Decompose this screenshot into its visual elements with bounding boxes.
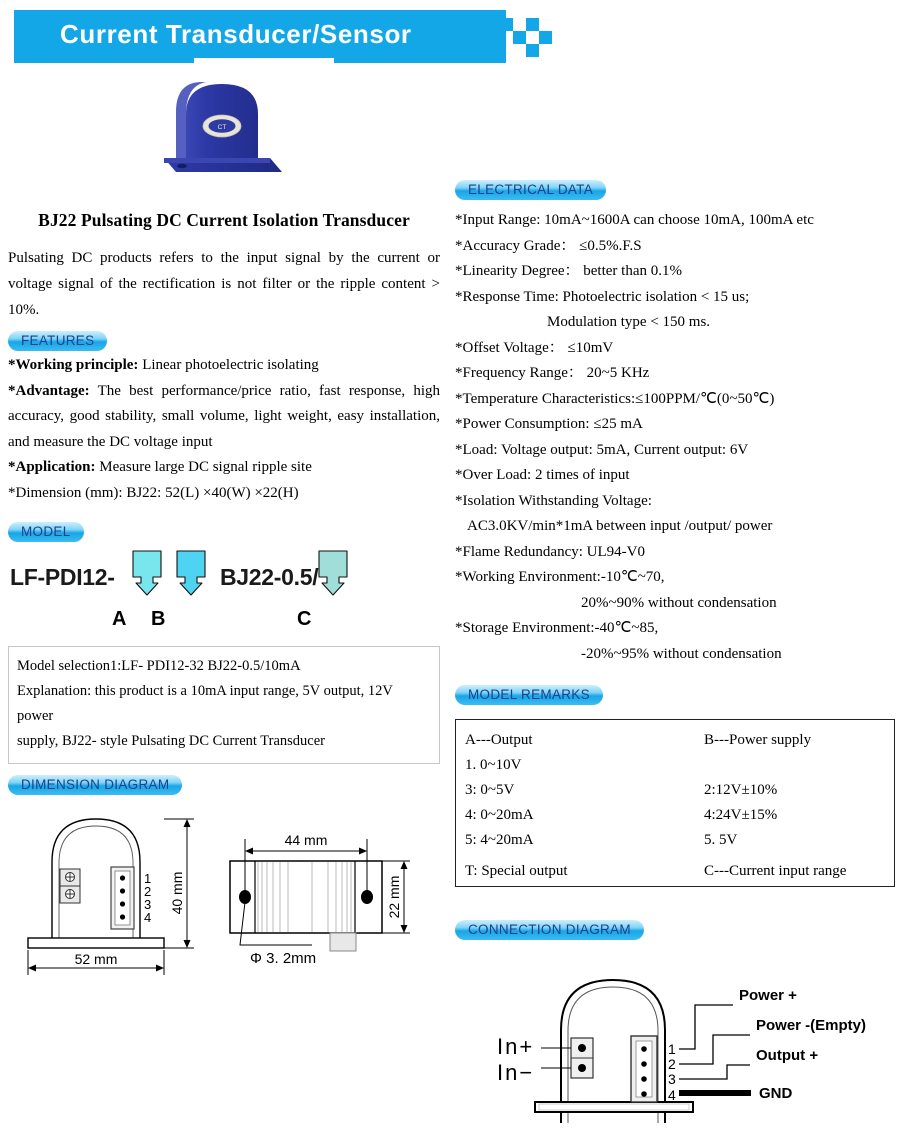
- remarks-b-header: B---Power supply: [704, 732, 812, 748]
- remarks-a-footer: T: Special output: [465, 863, 568, 879]
- product-intro-paragraph: Pulsating DC products refers to the input signal by the current or voltage signal of the rectification is not filter or the ripple content > 10%.: [8, 250, 440, 318]
- spec-temperature-characteristics: *Temperature Characteristics:≤100PPM/℃(0~50℃): [455, 390, 775, 407]
- model-remarks-badge: MODEL REMARKS: [455, 685, 603, 705]
- model-code-row: [8, 550, 440, 608]
- spec-storage-environment-cont: -20%~95% without condensation: [581, 645, 782, 662]
- conn-label-gnd: GND: [759, 1085, 793, 1102]
- dim-width-label: 52 mm: [74, 951, 118, 967]
- conn-in-plus-label: In+: [497, 1034, 535, 1059]
- connection-drawing: [465, 958, 895, 1128]
- remarks-column-b: [704, 728, 811, 853]
- model-selection-note: [8, 646, 440, 764]
- header-underline-right: [334, 58, 506, 63]
- dimension-diagram-section: [8, 775, 402, 967]
- dim-pin-3: 3: [144, 897, 152, 912]
- connection-diagram-badge: CONNECTION DIAGRAM: [455, 920, 644, 940]
- dim-side-width-label: 44 mm: [284, 832, 328, 848]
- conn-pin-4: 4: [668, 1087, 676, 1103]
- model-note-line-3: supply, BJ22- style Pulsating DC Current Transducer: [17, 733, 325, 749]
- feature-text: Measure large DC signal ripple site: [95, 459, 312, 475]
- dim-hole-label: Φ 3. 2mm: [250, 950, 317, 967]
- spec-offset-voltage: *Offset Voltage： ≤10mV: [455, 339, 614, 356]
- remarks-b-item-1: 2:12V±10%: [704, 782, 778, 798]
- model-marker-row: [8, 608, 440, 636]
- conn-pin-1: 1: [668, 1041, 676, 1057]
- dimension-drawing: [12, 805, 444, 990]
- model-select-box-c[interactable]: [318, 550, 348, 596]
- feature-text: Linear photoelectric isolating: [138, 357, 319, 373]
- spec-accuracy-grade: *Accuracy Grade： ≤0.5%.F.S: [455, 237, 642, 254]
- conn-in-minus-label: In−: [497, 1060, 535, 1085]
- spec-input-range: *Input Range: 10mA~1600A can choose 10mA, 100mA etc: [455, 212, 814, 228]
- dimension-diagram-badge: DIMENSION DIAGRAM: [8, 775, 182, 795]
- remarks-a-item-1: 1. 0~10V: [465, 757, 522, 773]
- model-marker-b: B: [151, 608, 166, 630]
- feature-advantage: [8, 379, 440, 456]
- model-middle: BJ22-0.5/: [220, 564, 319, 590]
- spec-flame-redundancy: *Flame Redundancy: UL94-V0: [455, 543, 645, 560]
- conn-label-power-minus: Power -(Empty): [756, 1017, 867, 1034]
- spec-linearity-degree: *Linearity Degree： better than 0.1%: [455, 263, 682, 279]
- spec-response-time: *Response Time: Photoelectric isolation < 15 us;: [455, 288, 750, 305]
- page-header: [14, 10, 542, 58]
- dim-height-label: 40 mm: [169, 871, 185, 915]
- model-prefix: LF-PDI12-: [10, 564, 115, 590]
- connection-diagram-section: [455, 920, 867, 1103]
- left-column: [8, 210, 440, 764]
- feature-dimension: [8, 481, 440, 507]
- remarks-b-item-3: 5. 5V: [704, 832, 738, 848]
- feature-working-principle: [8, 353, 440, 379]
- model-marker-a: A: [112, 608, 127, 630]
- spec-isolation-voltage: *Isolation Withstanding Voltage:: [455, 492, 652, 509]
- model-section-badge: MODEL: [8, 522, 84, 542]
- model-note-line-1: Model selection1:LF- PDI12-32 BJ22-0.5/10mA: [17, 658, 301, 674]
- spec-load: *Load: Voltage output: 5mA, Current output: 6V: [455, 441, 749, 458]
- spec-response-time-cont: Modulation type < 150 ms.: [547, 314, 711, 330]
- spec-power-consumption: *Power Consumption: ≤25 mA: [455, 416, 643, 432]
- dim-pin-4: 4: [144, 910, 152, 925]
- feature-text: The best performance/price ratio, fast response, high accuracy, good stability, small volume, light weight, easy installation, and measure the DC voltage input: [8, 382, 440, 450]
- remarks-b-footer: C---Current input range: [704, 863, 847, 879]
- electrical-data-badge: ELECTRICAL DATA: [455, 180, 606, 200]
- product-photo: [150, 70, 310, 182]
- remarks-a-item-3: 4: 0~20mA: [465, 807, 534, 823]
- dim-side-height-label: 22 mm: [386, 875, 402, 919]
- feature-label: *Application:: [8, 459, 96, 475]
- model-marker-c: C: [297, 608, 312, 630]
- remarks-a-item-2: 3: 0~5V: [465, 782, 515, 798]
- conn-label-power-plus: Power +: [739, 987, 797, 1004]
- feature-application: [8, 455, 440, 481]
- feature-label: *Dimension (mm):: [8, 484, 123, 501]
- dim-pin-1: 1: [144, 871, 152, 886]
- spec-over-load: *Over Load: 2 times of input: [455, 467, 630, 483]
- model-note-line-2: Explanation: this product is a 10mA input range, 5V output, 12V power: [17, 683, 393, 724]
- spec-frequency-range: *Frequency Range： 20~5 KHz: [455, 365, 650, 381]
- checker-pattern-decoration: [500, 18, 556, 62]
- spec-working-environment: *Working Environment:-10℃~70,: [455, 569, 665, 585]
- model-select-box-a[interactable]: [132, 550, 162, 596]
- model-select-box-b[interactable]: [176, 550, 206, 596]
- conn-pin-2: 2: [668, 1056, 676, 1072]
- remarks-a-item-4: 5: 4~20mA: [465, 832, 534, 848]
- remarks-b-item-2: 4:24V±15%: [704, 807, 778, 823]
- remarks-a-header: A---Output: [465, 732, 533, 748]
- feature-text: BJ22: 52(L) ×40(W) ×22(H): [122, 484, 299, 501]
- right-column: [455, 180, 895, 887]
- remarks-column-a: [465, 728, 534, 853]
- spec-storage-environment: *Storage Environment:-40℃~85,: [455, 620, 659, 636]
- features-section-badge: FEATURES: [8, 331, 107, 351]
- feature-label: *Advantage:: [8, 382, 90, 399]
- svg-text:CT: CT: [217, 124, 227, 131]
- spec-isolation-voltage-cont: AC3.0KV/min*1mA between input /output/ power: [467, 518, 773, 534]
- page-title: Current Transducer/Sensor: [60, 19, 412, 49]
- conn-label-output-plus: Output +: [756, 1047, 819, 1064]
- spec-working-environment-cont: 20%~90% without condensation: [581, 594, 777, 611]
- conn-pin-3: 3: [668, 1071, 676, 1087]
- feature-label: *Working principle:: [8, 357, 139, 373]
- header-underline-left: [14, 58, 194, 63]
- product-title: BJ22 Pulsating DC Current Isolation Transducer: [38, 210, 410, 230]
- model-remarks-table: [455, 719, 895, 887]
- dim-pin-2: 2: [144, 884, 152, 899]
